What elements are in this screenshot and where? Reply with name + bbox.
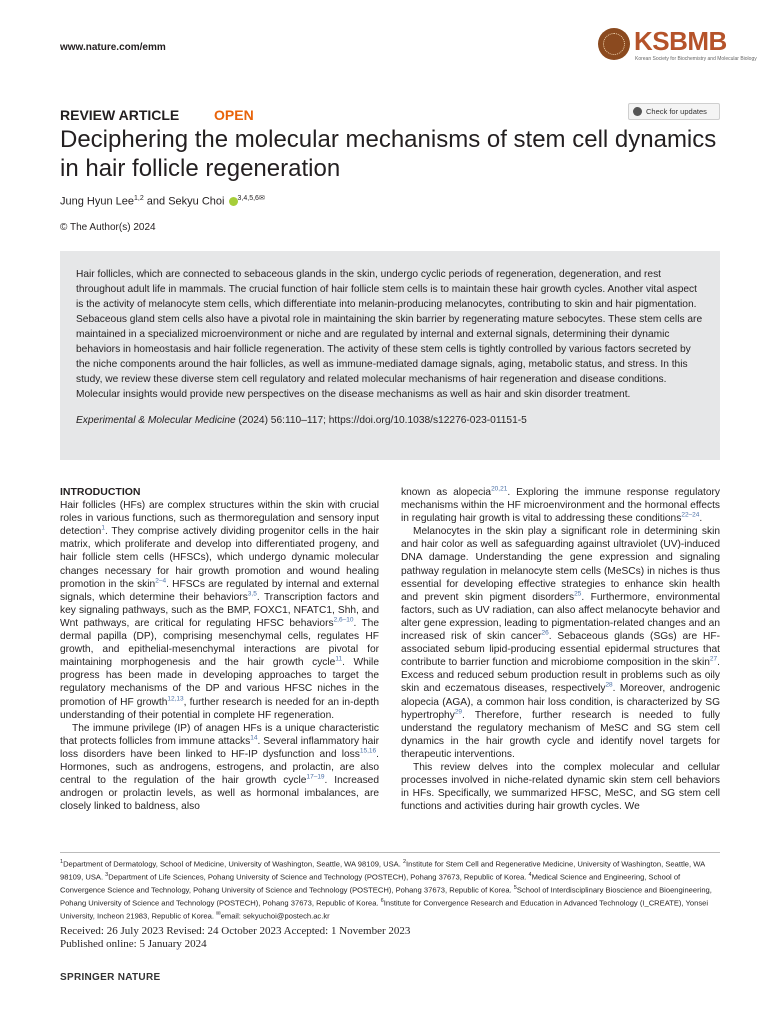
citation-ref[interactable]: 28 — [605, 682, 613, 690]
check-updates-button[interactable] — [628, 103, 720, 120]
author-name[interactable]: Jung Hyun Lee — [60, 195, 134, 208]
citation-ref[interactable]: 11 — [335, 655, 343, 663]
body-text-right — [401, 486, 720, 813]
text-run: . Therefore, further research is needed to fully understand the regulatory mechanism of MeSC and SG stem cell dynamics in the hair growth cycle and identify novel targets for therapeutic interventions. — [401, 709, 720, 760]
citation-ref[interactable]: 15,16 — [359, 747, 377, 755]
citation-ref[interactable]: 3,5 — [247, 590, 257, 598]
citation-ref[interactable]: 1 — [101, 524, 105, 532]
body-column-right — [401, 486, 720, 813]
section-heading: INTRODUCTION — [60, 486, 141, 498]
text-run: Melanocytes in the skin play a significant role in determining skin and hair color as well as safeguarding against ultraviolet (UV)-induced DNA damage. Understanding the gene expression and signaling pathway regulation in melanocyte stem cells (MeSCs) in niches is thus essential for developing effective strategies to enhance skin health and prevent skin pigment disorders — [401, 526, 720, 603]
citation-ref[interactable]: 27 — [709, 655, 718, 663]
footnote-divider — [60, 852, 720, 853]
text-run: . Sebaceous glands (SGs) are HF-associated sebum lipid-producing essential epidermal structures that contribute to barrier function and microbiome composition in the skin — [401, 631, 720, 669]
text-run: . — [699, 513, 703, 525]
orcid-icon[interactable] — [229, 197, 238, 206]
citation-ref[interactable]: 14 — [250, 734, 258, 742]
author-affiliation-ref: 3,4,5,6✉ — [237, 195, 265, 202]
paragraph — [401, 525, 720, 761]
author-connector: and — [143, 195, 169, 208]
citation-ref[interactable]: 25 — [574, 590, 582, 598]
text-run: . Several inflammatory hair loss disorders have been linked to HF-IP dysfunction and loss — [60, 735, 379, 760]
paragraph — [401, 486, 720, 525]
citation-ref[interactable]: 2–4 — [155, 577, 167, 585]
copyright: © The Author(s) 2024 — [60, 222, 156, 233]
citation-doi[interactable]: (2024) 56:110–117; https://doi.org/10.1038/s12276-023-01151-5 — [235, 415, 527, 426]
affiliation-ref: 4 — [528, 871, 532, 878]
author-name[interactable]: Sekyu Choi — [168, 195, 225, 208]
society-seal-icon — [598, 28, 630, 60]
received-revised-accepted: Received: 26 July 2023 Revised: 24 October 2023 Accepted: 1 November 2023 — [60, 925, 411, 937]
logo-subtitle: Korean Society for Biochemistry and Molecular Biology — [635, 56, 757, 62]
citation-ref[interactable]: 29 — [454, 708, 463, 716]
logo-text: KSBMB — [634, 26, 727, 56]
affiliation-ref: 5 — [513, 884, 517, 891]
text-run: . While progress has been made in developing approaches to target the regulatory mechanisms of the DP and various HFSC niches in the promotion of HF growth — [60, 657, 379, 708]
journal-url[interactable]: www.nature.com/emm — [60, 42, 166, 53]
text-run: The immune privilege (IP) of anagen HFs is a unique characteristic that protects follicles from immune attacks — [60, 722, 379, 747]
article-dates — [60, 925, 410, 950]
text-run: . They comprise actively dividing progenitor cells in the hair matrix, which proliferate and develop into differentiated progeny, and hair follicle stem cells (HFSCs), which undergo dynamic molecular changes necessary for hair growth promotion and wound healing promotion in the skin — [60, 526, 379, 590]
text-run: . HFSCs are regulated by internal and external signals, which determine their behaviors — [60, 578, 379, 603]
text-run: Hair follicles (HFs) are complex structures within the skin with crucial roles in various functions, such as thermoregulation and sensory input detection — [60, 500, 379, 538]
affiliation-text: Department of Dermatology, School of Medicine, University of Washington, Seattle, WA 98109, USA. — [63, 859, 403, 869]
paragraph — [60, 722, 379, 814]
affiliation-ref: 2 — [402, 859, 407, 865]
publisher-logo: SPRINGER NATURE — [60, 972, 161, 983]
text-run: . Exploring the immune response regulatory mechanisms within the HF microenvironment and the hormonal effects in regulating hair growth is vital to addressing these conditions — [401, 487, 720, 525]
citation-ref[interactable]: 20,21 — [491, 485, 508, 493]
affiliation-text: Institute for Stem Cell and Regenerative Medicine, University of Washington, Seattle, WA 98109, USA. — [60, 859, 705, 882]
affiliation-ref: 1 — [60, 859, 64, 865]
text-run: . Hormones, such as androgens, estrogens, and prolactin, are also central to the regulation of the hair growth cycle — [60, 748, 379, 787]
abstract-text: Hair follicles, which are connected to sebaceous glands in the skin, undergo cyclic periods of regeneration, degeneration, and rest throughout adult life in mammals. The crucial function of hair follicle stem cells is to maintain these hair growth cycles. Another vital aspect is the activity of melanocyte stem cells, which differentiate into melanin-producing melanocytes, contributing to skin and hair pigmentation. Sebaceous gland stem cells also have a pivotal role in maintaining the skin barrier by regenerating mature sebocytes. These stem cells are maintained in a specialized microenvironment or niche and are regulated by internal and external signals, determining their dynamic behaviors in homeostasis and hair follicle regeneration. The activity of these stem cells is tightly controlled by various factors secreted by the niche components around the hair follicles, as well as immune-mediated damage signals, aging, metabolic status, and stress. In this study, we review these diverse stem cell regulatory and related molecular mechanisms of hair regeneration and disease conditions. Molecular insights would provide new perspectives on the disease mechanisms as well as hair and skin disorder treatment. — [76, 269, 703, 400]
crossmark-icon — [633, 107, 642, 116]
affiliation-text: Department of Life Sciences, Pohang University of Science and Technology (POSTECH), Pohang 37673, Republic of Korea. — [108, 872, 529, 882]
paragraph — [401, 761, 720, 813]
affiliation-ref: ✉ — [216, 910, 221, 917]
ksbmb-logo — [598, 26, 757, 62]
citation-ref[interactable]: 22–24 — [681, 511, 700, 519]
check-updates-label: Check for updates — [646, 107, 707, 116]
article-title: Deciphering the molecular mechanisms of stem cell dynamics in hair follicle regeneration — [60, 126, 717, 182]
body-column-left — [60, 486, 379, 813]
author-list — [60, 194, 265, 208]
author-affiliation-ref: 1,2 — [134, 195, 144, 202]
text-run: This review delves into the complex molecular and cellular processes involved in niche-related dynamic skin stem cell behaviors in HFs. Specifically, we summarized HFSC, MeSC, and SG stem cell functions and activities during hair growth cycles. We — [401, 761, 720, 813]
citation-ref[interactable]: 2,6–10 — [333, 616, 354, 624]
abstract-box — [60, 251, 720, 460]
affiliation-ref: 3 — [105, 871, 109, 878]
text-run: . Moreover, androgenic alopecia (AGA), a common hair loss condition, is characterized by SG hypertrophy — [401, 683, 720, 721]
text-run: . Transcription factors and key signaling pathways, such as the BMP, FOXC1, NFATC1, Shh, and Wnt pathways, are critical for regulating HFSC behaviors — [60, 591, 379, 629]
affiliations — [60, 857, 722, 922]
text-run: . Furthermore, environmental factors, such as UV radiation, can also affect melanocyte behavior and alter gene expression, leading to pigmentation-related changes and an increased risk of skin cancer — [401, 591, 720, 643]
text-run: known as alopecia — [401, 487, 492, 498]
text-run: . Increased androgen or prolactin levels, as well as hormonal imbalances, are closely linked to baldness, also — [60, 775, 379, 813]
citation-ref[interactable]: 12,13 — [167, 695, 184, 703]
affiliation-text: email: sekyuchoi@postech.ac.kr — [220, 911, 330, 921]
citation-ref[interactable]: 26 — [541, 629, 549, 637]
article-type: REVIEW ARTICLE — [60, 107, 180, 123]
affiliation-text: Medical Science and Engineering, School of Convergence Science and Technology, Pohang University of Science and Technology (POSTECH), Pohang 37673, Republic of Korea. — [60, 872, 681, 895]
citation-line — [76, 415, 704, 426]
affiliation-text: School of Interdisciplinary Bioscience and Bioengineering, Pohang University of Science and Technology (POSTECH), Pohang 37673, Republic of Korea. — [60, 885, 712, 908]
body-text-left — [60, 499, 379, 813]
affiliation-ref: 6 — [380, 897, 384, 904]
affiliation-text: Institute for Convergence Research and Education in Advanced Technology (I_CREATE), Yonsei University, Incheon 21983, Republic of Korea. — [60, 898, 709, 921]
text-run: . Excess and reduced sebum production result in problems such as oily skin and eczematous diseases, respectively — [401, 657, 720, 695]
journal-name: Experimental & Molecular Medicine — [76, 415, 236, 426]
open-access-label: OPEN — [214, 107, 254, 123]
published-online: Published online: 5 January 2024 — [60, 937, 207, 950]
text-run: . The dermal papilla (DP), comprising mesenchymal cells, regulates HF growth, and epithelial-mesenchymal interactions are pivotal for maintaining morphogenesis and the hair growth cycle — [60, 617, 380, 669]
paragraph — [60, 499, 379, 722]
citation-ref[interactable]: 17–19 — [306, 773, 325, 781]
text-run: , further research is needed for an in-depth understanding of their potential in complete HF regeneration. — [60, 696, 379, 721]
